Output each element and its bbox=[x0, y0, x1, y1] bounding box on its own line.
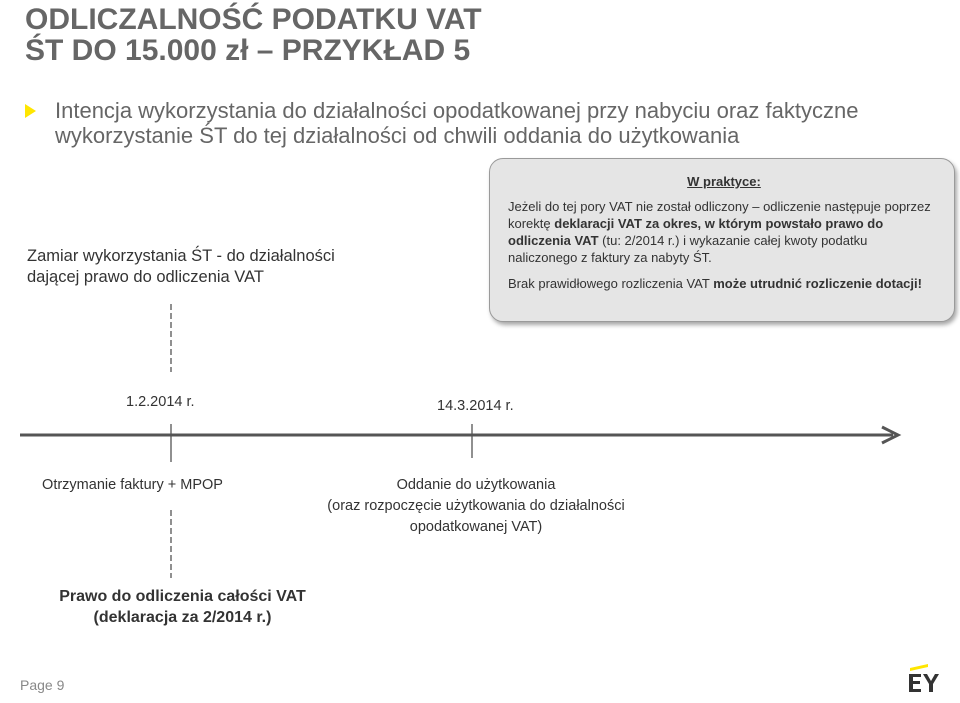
event-1: Otrzymanie faktury + MPOP bbox=[42, 477, 223, 493]
deduction-right-line2: (deklaracja za 2/2014 r.) bbox=[93, 609, 272, 626]
practice-p2-bold: może utrudnić rozliczenie dotacji! bbox=[713, 276, 922, 291]
deduction-right-note bbox=[40, 586, 325, 628]
event-2-line1: Oddanie do użytkowania bbox=[396, 477, 556, 493]
event-2-line2: (oraz rozpoczęcie użytkowania do działalności bbox=[327, 498, 625, 514]
event-2 bbox=[296, 475, 656, 538]
practice-p2-text-a: Brak prawidłowego rozliczenia VAT bbox=[508, 276, 714, 291]
intent-note-line2: dającej prawo do odliczenia VAT bbox=[27, 268, 264, 286]
slide-title-line1: ODLICZALNOŚĆ PODATKU VAT bbox=[25, 3, 482, 36]
deduction-right-line1: Prawo do odliczenia całości VAT bbox=[59, 588, 306, 605]
intro-line2: wykorzystanie ŚT do tej działalności od chwili oddania do użytkowania bbox=[55, 123, 740, 148]
event-2-line3: opodatkowanej VAT) bbox=[409, 519, 543, 535]
date-1: 1.2.2014 r. bbox=[126, 394, 195, 410]
practice-p1-text-a: Jeżeli do tej pory VAT nie został odliczony – odliczenie następuje poprzez korektę bbox=[508, 199, 931, 231]
practice-heading: W praktyce: bbox=[687, 174, 761, 189]
date-2: 14.3.2014 r. bbox=[437, 398, 514, 414]
page-number: Page 9 bbox=[20, 677, 65, 693]
intent-note-line1: Zamiar wykorzystania ŚT - do działalności bbox=[27, 247, 335, 265]
slide-title-line2: ŚT DO 15.000 zł – PRZYKŁAD 5 bbox=[25, 34, 471, 67]
intro-line1: Intencja wykorzystania do działalności opodatkowanej przy nabyciu oraz faktyczne bbox=[55, 98, 859, 123]
ey-logo-icon bbox=[906, 662, 946, 698]
practice-p1-text-c: (tu: 2/2014 r.) i wykazanie całej kwoty podatku naliczonego z faktury za nabyty ŚT. bbox=[508, 233, 868, 265]
practice-p1-bold: deklaracji VAT za okres, w którym powstało prawo do odliczenia VAT bbox=[508, 216, 884, 248]
